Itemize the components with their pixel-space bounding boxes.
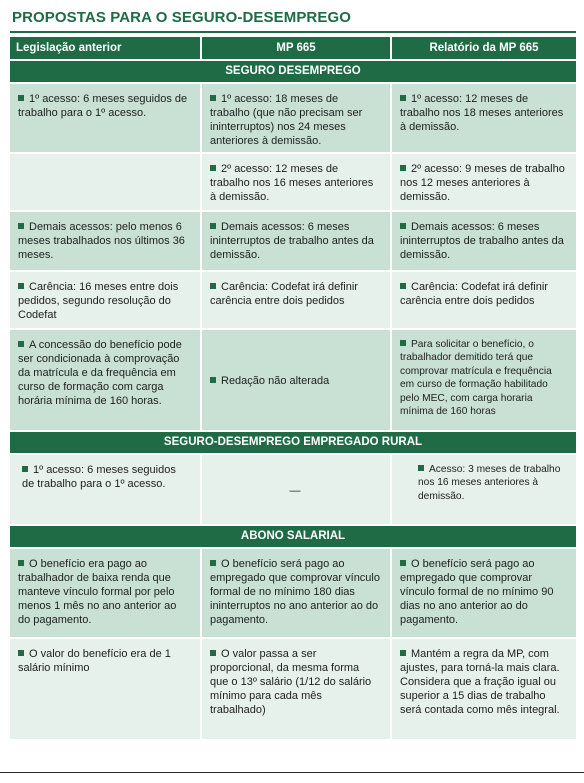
table-cell: O benefício será pago ao empregado que comprovar vínculo formal de no mínimo 180 dias ininterruptos no ano anterior ao do pagamento. (200, 549, 390, 637)
bullet-icon (210, 165, 216, 171)
bullet-icon (18, 650, 24, 656)
table-cell: A concessão do benefício pode ser condicionada à comprovação da matrícula e da frequência em curso de formação com carga horária mínima de 160 horas. (10, 330, 200, 430)
bullet-icon (210, 223, 216, 229)
table-cell: 1º acesso: 12 meses de trabalho nos 18 meses anteriores à demissão. (390, 84, 576, 152)
table-cell: Demais acessos: 6 meses ininterruptos de trabalho antes da demissão. (200, 212, 390, 270)
bullet-icon (210, 650, 216, 656)
header-mp-665: MP 665 (200, 37, 390, 59)
bullet-icon (18, 223, 24, 229)
bullet-icon (210, 377, 216, 383)
table-cell: Carência: 16 meses entre dois pedidos, segundo resolução do Codefat (10, 272, 200, 328)
table-row (10, 549, 576, 637)
bullet-icon (400, 165, 406, 171)
table-row (10, 154, 576, 210)
bullet-icon (210, 560, 216, 566)
section-seguro-desemprego-rural: SEGURO-DESEMPREGO EMPREGADO RURAL (10, 432, 576, 453)
table-row (10, 455, 576, 524)
bullet-icon (400, 560, 406, 566)
table-cell: Redação não alterada (200, 330, 390, 430)
bullet-icon (210, 283, 216, 289)
table-cell: Carência: Codefat irá definir carência entre dois pedidos (390, 272, 576, 328)
table-row (10, 272, 576, 328)
title-rule (10, 31, 576, 33)
section-seguro-desemprego: SEGURO DESEMPREGO (10, 61, 576, 82)
table-cell: Acesso: 3 meses de trabalho nos 16 meses anteriores à demissão. (390, 455, 576, 524)
table-cell: 2º acesso: 9 meses de trabalho nos 12 meses anteriores à demissão. (390, 154, 576, 210)
comparison-table (10, 37, 576, 739)
table-cell: Carência: Codefat irá definir carência entre dois pedidos (200, 272, 390, 328)
table-cell: — (200, 455, 390, 524)
bullet-icon (210, 95, 216, 101)
bullet-icon (22, 466, 28, 472)
table-cell: O valor passa a ser proporcional, da mesma forma que o 13º salário (1/12 do salário mínimo para cada mês trabalhado) (200, 639, 390, 739)
table-cell: Demais acessos: 6 meses ininterruptos de trabalho antes da demissão. (390, 212, 576, 270)
table-row (10, 639, 576, 739)
table-cell-empty (10, 154, 200, 210)
bottom-rule (0, 772, 584, 773)
bullet-icon (400, 340, 406, 346)
bullet-icon (18, 560, 24, 566)
bullet-icon (18, 95, 24, 101)
bullet-icon (400, 650, 406, 656)
table-row (10, 84, 576, 152)
table-row (10, 212, 576, 270)
table-cell: Demais acessos: pelo menos 6 meses trabalhados nos últimos 36 meses. (10, 212, 200, 270)
table-cell: 1º acesso: 6 meses seguidos de trabalho para o 1º acesso. (10, 455, 200, 524)
bullet-icon (400, 223, 406, 229)
bullet-icon (400, 95, 406, 101)
table-header (10, 37, 576, 59)
table-cell: 1º acesso: 6 meses seguidos de trabalho para o 1º acesso. (10, 84, 200, 152)
bullet-icon (18, 283, 24, 289)
table-cell: 1º acesso: 18 meses de trabalho (que não precisam ser ininterruptos) nos 24 meses anteriores à demissão. (200, 84, 390, 152)
header-relatorio-mp-665: Relatório da MP 665 (390, 37, 576, 59)
bullet-icon (400, 283, 406, 289)
table-row (10, 330, 576, 430)
table-cell: O valor do benefício era de 1 salário mínimo (10, 639, 200, 739)
table-cell: Mantém a regra da MP, com ajustes, para torná-la mais clara. Considera que a fração igual ou superior a 15 dias de trabalho será contada como mês integral. (390, 639, 576, 739)
page-title: PROPOSTAS PARA O SEGURO-DESEMPREGO (12, 9, 351, 26)
header-legislacao-anterior: Legislação anterior (10, 37, 200, 59)
table-cell: Para solicitar o benefício, o trabalhador demitido terá que comprovar matrícula e frequência em curso de formação habilitado pelo MEC, com carga horaria mínima de 160 horas (390, 330, 576, 430)
table-cell: O benefício era pago ao trabalhador de baixa renda que manteve vínculo formal por pelo menos 1 mês no ano anterior ao do pagamento. (10, 549, 200, 637)
section-abono-salarial: ABONO SALARIAL (10, 526, 576, 547)
table-cell: O benefício será pago ao empregado que comprovar vínculo formal de no mínimo 90 dias no ano anterior ao do pagamento. (390, 549, 576, 637)
table-cell: 2º acesso: 12 meses de trabalho nos 16 meses anteriores à demissão. (200, 154, 390, 210)
bullet-icon (18, 341, 24, 347)
bullet-icon (418, 465, 424, 471)
